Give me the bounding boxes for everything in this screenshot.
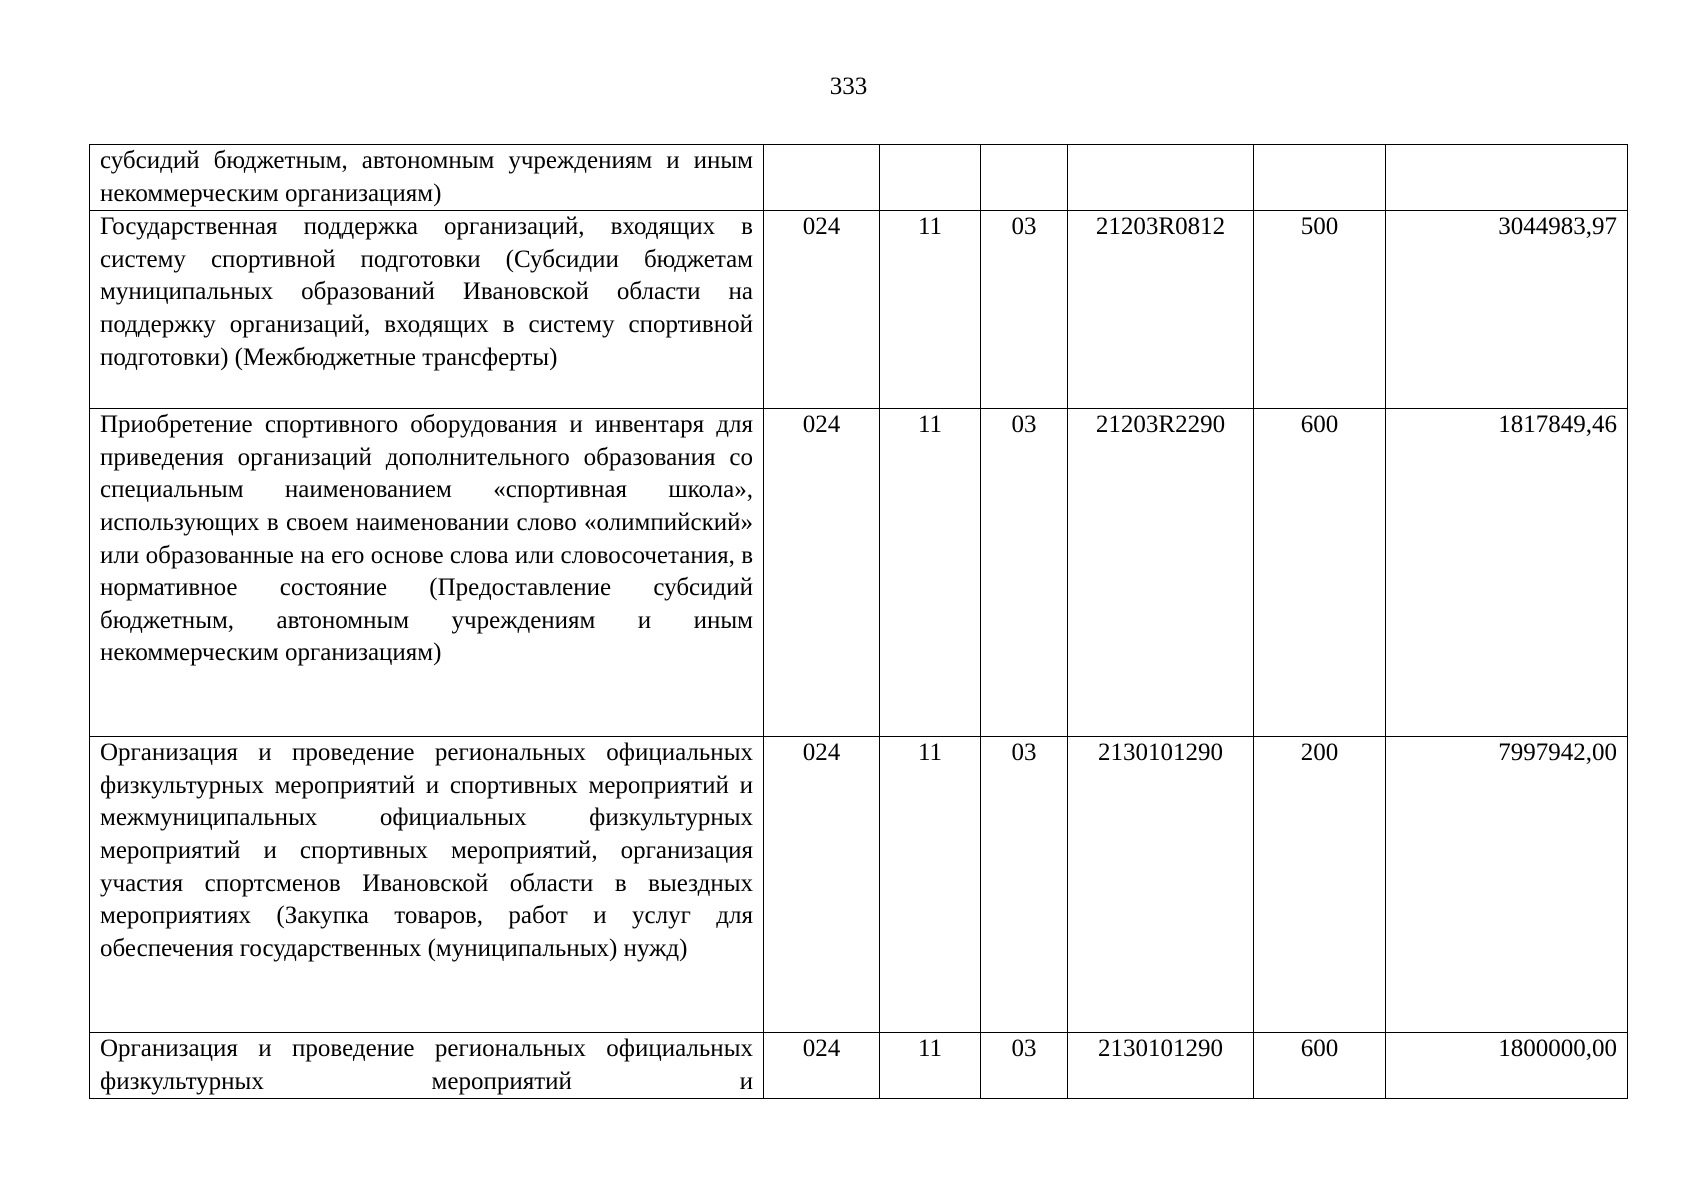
row-amount: 3044983,97 [1386, 211, 1628, 409]
row-target-article: 2130101290 [1068, 1033, 1254, 1099]
row-description: Организация и проведение региональных официальных физкультурных мероприятий и спортивных мероприятий и межмуниципальных официальных физкультурных мероприятий и спортивных мероприятий, организация участия спортсменов Ивановской области в выездных мероприятиях (Закупка товаров, работ и услуг для обеспечения государственных (муниципальных) нужд) [90, 737, 764, 1033]
row-description-text: Организация и проведение региональных официальных физкультурных мероприятий и [100, 1035, 753, 1095]
row-expense-type: 500 [1254, 211, 1386, 409]
row-target-article: 21203R0812 [1068, 211, 1254, 409]
row-target-article: 21203R2290 [1068, 409, 1254, 737]
row-subsection-code [981, 145, 1068, 211]
row-amount: 1817849,46 [1386, 409, 1628, 737]
row-description [90, 1033, 764, 1099]
row-expense-type: 600 [1254, 409, 1386, 737]
row-target-article [1068, 145, 1254, 211]
row-description: Приобретение спортивного оборудования и инвентаря для приведения организаций дополнительного образования со специальным наименованием «спортивная школа», использующих в своем наименовании слово «олимпийский» или образованные на его основе слова или словосочетания, в нормативное состояние (Предоставление субсидий бюджетным, автономным учреждениям и иным некоммерческим организациям) [90, 409, 764, 737]
table-row [90, 409, 1628, 737]
row-amount [1386, 145, 1628, 211]
row-expense-type [1254, 145, 1386, 211]
table-row [90, 211, 1628, 409]
row-section-code [880, 145, 981, 211]
row-ministry-code: 024 [764, 737, 880, 1033]
row-expense-type: 200 [1254, 737, 1386, 1033]
page-number: 333 [829, 73, 868, 100]
row-subsection-code: 03 [981, 737, 1068, 1033]
row-subsection-code: 03 [981, 409, 1068, 737]
row-expense-type: 600 [1254, 1033, 1386, 1099]
row-subsection-code: 03 [981, 1033, 1068, 1099]
row-amount: 7997942,00 [1386, 737, 1628, 1033]
row-ministry-code: 024 [764, 1033, 880, 1099]
row-section-code: 11 [880, 737, 981, 1033]
table-row [90, 145, 1628, 211]
row-target-article: 2130101290 [1068, 737, 1254, 1033]
table-row [90, 737, 1628, 1033]
row-description: субсидий бюджетным, автономным учреждениям и иным некоммерческим организациям) [90, 145, 764, 211]
row-subsection-code: 03 [981, 211, 1068, 409]
row-ministry-code: 024 [764, 211, 880, 409]
row-section-code: 11 [880, 211, 981, 409]
row-amount: 1800000,00 [1386, 1033, 1628, 1099]
row-ministry-code: 024 [764, 409, 880, 737]
row-ministry-code [764, 145, 880, 211]
row-section-code: 11 [880, 409, 981, 737]
row-description: Государственная поддержка организаций, входящих в систему спортивной подготовки (Субсидии бюджетам муниципальных образований Ивановской области на поддержку организаций, входящих в систему спортивной подготовки) (Межбюджетные трансферты) [90, 211, 764, 409]
budget-table [89, 144, 1628, 1099]
table-row [90, 1033, 1628, 1099]
row-section-code: 11 [880, 1033, 981, 1099]
